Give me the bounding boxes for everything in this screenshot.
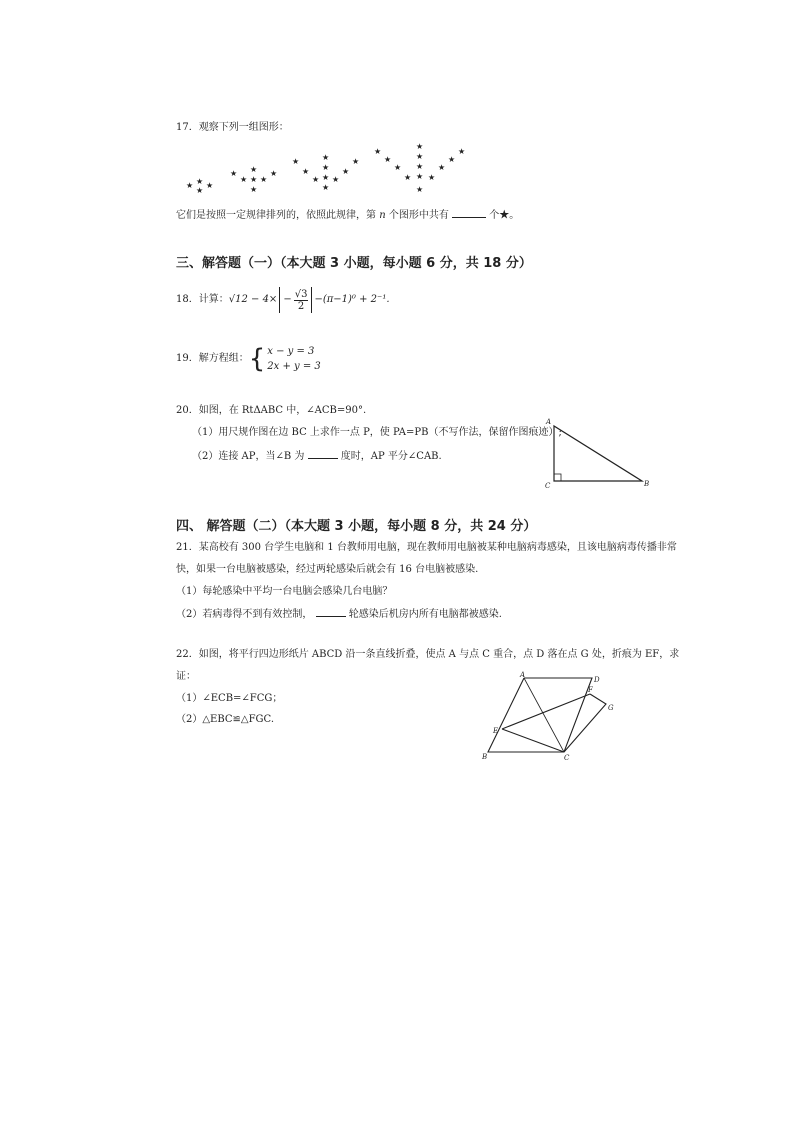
- label-d: D: [594, 676, 600, 684]
- brace-icon: {: [248, 344, 266, 374]
- star-icon: ★: [342, 167, 350, 176]
- star-icon: ★: [428, 173, 436, 182]
- star-icon: ★: [458, 147, 466, 156]
- star-icon: ★: [438, 163, 446, 172]
- answer-blank[interactable]: [452, 207, 486, 218]
- star-icon: ★: [416, 152, 424, 161]
- section-3-heading: 三、解答题（一）（本大题 3 小题，每小题 6 分，共 18 分）: [176, 256, 532, 271]
- star-icon: ★: [270, 169, 278, 178]
- star-icon: ★: [260, 175, 268, 184]
- q21-part1: （1）每轮感染中平均一台电脑会感染几台电脑？: [176, 586, 393, 597]
- q17-sentence: 它们是按照一定规律排列的，依照此规律，第 n 个图形中共有 个★。: [176, 207, 519, 223]
- star-icon: ★: [302, 167, 310, 176]
- star-icon: ★: [352, 157, 360, 166]
- label-f: F: [588, 686, 593, 694]
- star-icon: ★: [196, 177, 204, 186]
- label-b: B: [644, 480, 650, 488]
- star-icon: ★: [416, 172, 424, 181]
- triangle-figure: [540, 414, 660, 490]
- q22-part1: （1）∠ECB=∠FCG；: [176, 693, 283, 704]
- q20-part1: （1）用尺规作图在边 BC 上求作一点 P，使 PA=PB（不写作法，保留作图痕迹）;: [192, 427, 562, 438]
- label-b: B: [482, 753, 488, 761]
- q18-expression: 18．计算： √12 − 4× − $\frac{√3}{2}$ −(π−1)⁰ + 2⁻¹.: [176, 288, 390, 312]
- star-icon: ★: [206, 181, 214, 190]
- star-icon: ★: [186, 181, 194, 190]
- label-c: C: [545, 482, 551, 490]
- star-icon: ★: [404, 173, 412, 182]
- q20-stem: 20．如图，在 RtΔABC 中，∠ACB=90°.: [176, 405, 367, 416]
- q22-line1: 22．如图，将平行四边形纸片 ABCD 沿一条直线折叠，使点 A 与点 C 重合，点 D 落在点 G 处，折痕为 EF，求: [176, 649, 680, 660]
- star-icon: ★: [332, 175, 340, 184]
- star-icon: ★: [448, 155, 456, 164]
- star-icon: ★: [292, 157, 300, 166]
- star-icon: ★: [322, 173, 330, 182]
- answer-blank[interactable]: [308, 448, 338, 459]
- star-icon: ★: [416, 142, 424, 151]
- star-patterns: [176, 140, 476, 202]
- star-icon: ★: [322, 183, 330, 192]
- star-icon: ★: [250, 165, 258, 174]
- q22-line2: 证：: [176, 671, 196, 682]
- parallelogram-figure: [478, 670, 648, 762]
- q21-part2: （2）若病毒得不到有效控制， 轮感染后机房内所有电脑都被感染.: [176, 606, 502, 622]
- q19-system: 19．解方程组： { x − y = 3 2x + y = 3: [176, 344, 321, 374]
- star-icon: ★: [250, 185, 258, 194]
- abs-value: − $\frac{√3}{2}$: [279, 287, 312, 313]
- star-icon: ★: [240, 175, 248, 184]
- section-4-heading: 四、 解答题（二）（本大题 3 小题，每小题 8 分，共 24 分）: [176, 519, 537, 534]
- star-icon: ★: [384, 155, 392, 164]
- star-icon: ★: [230, 169, 238, 178]
- q21-line1: 21．某高校有 300 台学生电脑和 1 台教师用电脑，现在教师用电脑被某种电脑病毒感染，且该电脑病毒传播非常: [176, 542, 677, 553]
- label-g: G: [608, 704, 614, 712]
- star-icon: ★: [250, 175, 258, 184]
- q21-line2: 快，如果一台电脑被感染，经过两轮感染后就会有 16 台电脑被感染.: [176, 564, 479, 575]
- star-icon: ★: [416, 162, 424, 171]
- q17-stem: 17．观察下列一组图形：: [176, 122, 289, 133]
- q20-part2: （2）连接 AP，当∠B 为 度时，AP 平分∠CAB.: [192, 448, 442, 464]
- label-a: A: [546, 418, 552, 426]
- star-icon: ★: [394, 163, 402, 172]
- star-icon: ★: [196, 186, 204, 195]
- label-a: A: [520, 671, 526, 679]
- star-icon: ★: [312, 175, 320, 184]
- star-icon: ★: [374, 147, 382, 156]
- label-c: C: [564, 754, 570, 762]
- q22-part2: （2）△EBC≌△FGC.: [176, 714, 275, 725]
- answer-blank[interactable]: [316, 606, 346, 617]
- star-icon: ★: [322, 163, 330, 172]
- label-e: E: [493, 727, 499, 735]
- star-icon: ★: [322, 153, 330, 162]
- star-icon: ★: [416, 185, 424, 194]
